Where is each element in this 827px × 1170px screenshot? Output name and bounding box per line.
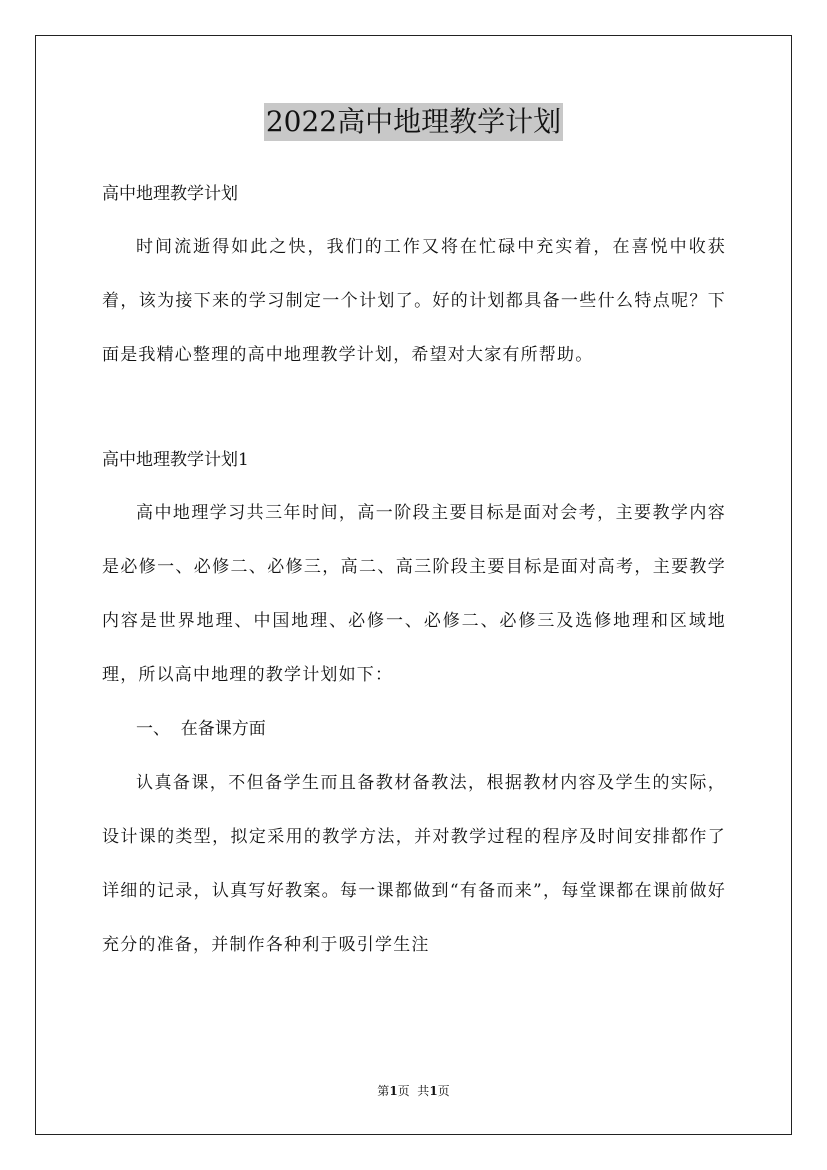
intro-paragraph: 时间流逝得如此之快，我们的工作又将在忙碌中充实着，在喜悦中收获着，该为接下来的学习制定一个计划了。好的计划都具备一些什么特点呢？下面是我精心整理的高中地理教学计划，希望对大家有所帮助。 <box>102 237 726 365</box>
footer-page-total: 1 <box>429 1084 438 1098</box>
section-heading-plan-1: 高中地理教学计划1 <box>102 450 249 470</box>
page-footer <box>0 1083 827 1099</box>
subsection-heading-preparation: 一、 在备课方面 <box>136 719 266 739</box>
footer-middle: 页 共 <box>397 1084 430 1098</box>
title-container <box>0 103 827 141</box>
document-title: 2022高中地理教学计划 <box>264 103 563 141</box>
section-heading-main: 高中地理教学计划 <box>102 184 238 204</box>
footer-suffix: 页 <box>437 1084 450 1098</box>
footer-page-current: 1 <box>389 1084 398 1098</box>
preparation-paragraph: 认真备课，不但备学生而且备教材备教法，根据教材内容及学生的实际，设计课的类型，拟定采用的教学方法，并对教学过程的程序及时间安排都作了详细的记录，认真写好教案。每一课都做到“有备而来”，每堂课都在课前做好充分的准备，并制作各种利于吸引学生注 <box>102 773 726 955</box>
plan-paragraph: 高中地理学习共三年时间，高一阶段主要目标是面对会考，主要教学内容是必修一、必修二、必修三，高二、高三阶段主要目标是面对高考，主要教学内容是世界地理、中国地理、必修一、必修二、必修三及选修地理和区域地理，所以高中地理的教学计划如下： <box>102 503 726 685</box>
document-body <box>102 168 726 972</box>
blank-line <box>102 382 726 434</box>
footer-prefix: 第 <box>377 1084 390 1098</box>
